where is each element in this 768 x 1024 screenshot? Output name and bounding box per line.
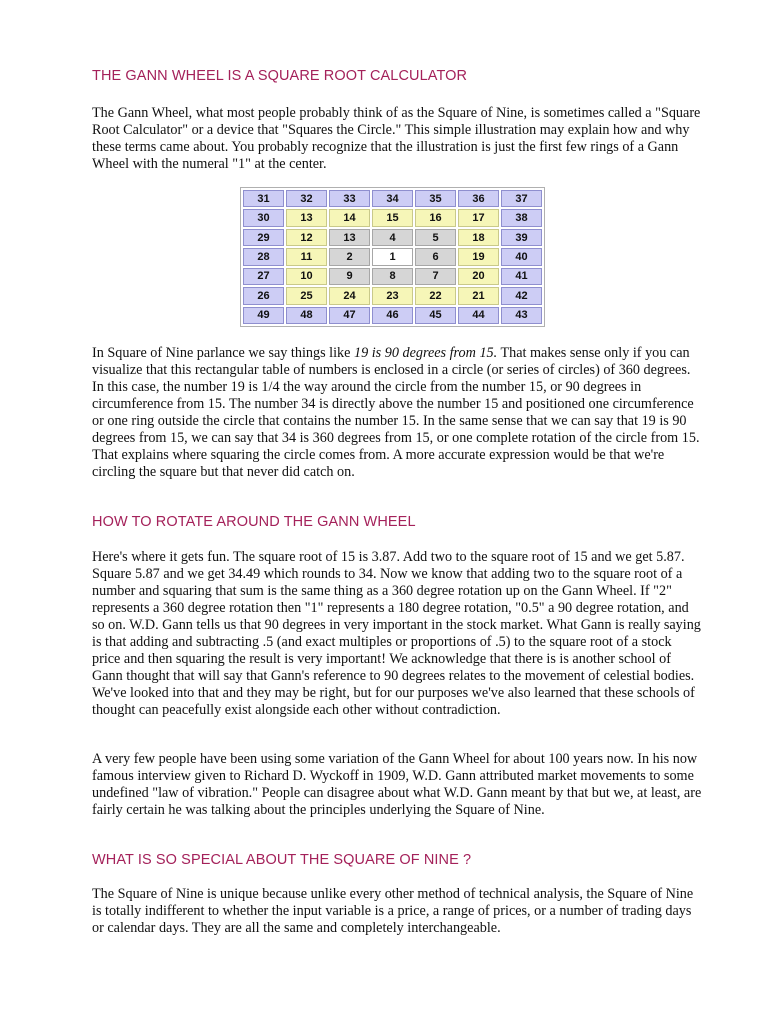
- parlance-text-start: In Square of Nine parlance we say things like: [92, 345, 354, 361]
- table-cell: 36: [458, 190, 499, 207]
- table-cell: 11: [286, 248, 327, 265]
- table-cell: 32: [286, 190, 327, 207]
- table-cell: 2: [329, 248, 370, 265]
- table-cell: 37: [501, 190, 542, 207]
- table-cell: 40: [501, 248, 542, 265]
- table-cell: 43: [501, 307, 542, 324]
- table-cell: 20: [458, 268, 499, 285]
- section-heading-special: WHAT IS SO SPECIAL ABOUT THE SQUARE OF NINE ?: [92, 852, 472, 868]
- table-cell: 42: [501, 287, 542, 304]
- table-cell: 21: [458, 287, 499, 304]
- parlance-text-rest: That makes sense only if you can visualize that this rectangular table of numbers is enclosed in a circle (or series of circles) of 360 degrees. In this case, the number 19 is 1/4 the way around the circle from the number 15, or 90 degrees in circumference from 15. The number 34 is directly above the number 15 and positioned one circumference or one ring outside the circle that contains the number 15. In the same sense that we can say that 19 is 90 degrees from 15, we can say that 34 is 360 degrees from 15, or one complete rotation of the circle from 15. That explains where squaring the circle comes from. A more accurate expression would be that we're circling the square but that never did catch on.: [92, 345, 700, 480]
- table-cell: 13: [286, 209, 327, 226]
- table-cell: 1: [372, 248, 413, 265]
- table-cell: 49: [243, 307, 284, 324]
- table-cell: 35: [415, 190, 456, 207]
- table-cell: 47: [329, 307, 370, 324]
- table-cell: 8: [372, 268, 413, 285]
- special-paragraph: The Square of Nine is unique because unlike every other method of technical analysis, the Square of Nine is totally indifferent to whether the input variable is a price, a range of prices, or a number of trading days or calendar days. They are all the same and completely interchangeable.: [92, 886, 694, 936]
- table-cell: 22: [415, 287, 456, 304]
- table-cell: 19: [458, 248, 499, 265]
- table-cell: 48: [286, 307, 327, 324]
- parlance-italic-example: 19 is 90 degrees from 15.: [354, 345, 498, 361]
- table-cell: 30: [243, 209, 284, 226]
- table-cell: 26: [243, 287, 284, 304]
- table-cell: 18: [458, 229, 499, 246]
- table-cell: 4: [372, 229, 413, 246]
- table-cell: 45: [415, 307, 456, 324]
- table-cell: 24: [329, 287, 370, 304]
- gann-wheel-table: [240, 187, 545, 327]
- table-cell: 28: [243, 248, 284, 265]
- table-cell: 12: [286, 229, 327, 246]
- table-cell: 46: [372, 307, 413, 324]
- table-cell: 7: [415, 268, 456, 285]
- table-cell: 44: [458, 307, 499, 324]
- table-cell: 13: [329, 229, 370, 246]
- table-cell: 14: [329, 209, 370, 226]
- table-cell: 39: [501, 229, 542, 246]
- table-cell: 31: [243, 190, 284, 207]
- table-cell: 34: [372, 190, 413, 207]
- intro-paragraph: The Gann Wheel, what most people probably think of as the Square of Nine, is sometimes called a "Square Root Calculator" or a device that "Squares the Circle." This simple illustration may explain how and why these terms came about. You probably recognize that the illustration is just the first few rings of a Gann Wheel with the numeral "1" at the center.: [92, 105, 701, 172]
- table-cell: 17: [458, 209, 499, 226]
- table-cell: 27: [243, 268, 284, 285]
- table-cell: 25: [286, 287, 327, 304]
- table-cell: 5: [415, 229, 456, 246]
- table-cell: 16: [415, 209, 456, 226]
- section-heading-gann-wheel: THE GANN WHEEL IS A SQUARE ROOT CALCULATOR: [92, 68, 468, 84]
- table-cell: 9: [329, 268, 370, 285]
- table-cell: 33: [329, 190, 370, 207]
- history-paragraph: A very few people have been using some variation of the Gann Wheel for about 100 years now. In his now famous interview given to Richard D. Wyckoff in 1909, W.D. Gann attributed market movements to some undefined "law of vibration." People can disagree about what W.D. Gann meant by that but we, at least, are fairly certain he was talking about the principles underlying the Square of Nine.: [92, 751, 702, 818]
- table-cell: 38: [501, 209, 542, 226]
- rotate-paragraph: Here's where it gets fun. The square root of 15 is 3.87. Add two to the square root of 15 and we get 5.87. Square 5.87 and we get 34.49 which rounds to 34. Now we know that adding two to the square root of a number and squaring that sum is the same thing as a 360 degree rotation up on the Gann Wheel. If "2" represents a 360 degree rotation then "1" represents a 180 degree rotation, "0.5" a 90 degree rotation, and so on. W.D. Gann tells us that 90 degrees in very important in the stock market. What Gann is really saying is that adding and subtracting .5 (and exact multiples or proportions of .5) to the square root of a stock price and then squaring the result is very important! We acknowledge that there is is another school of Gann thought that will say that Gann's reference to 90 degrees relates to the movement of celestial bodies. We've looked into that and they may be right, but for our purposes we've also learned that these schools of thought can peacefully exist alongside each other without contradiction.: [92, 549, 701, 718]
- table-cell: 15: [372, 209, 413, 226]
- table-cell: 6: [415, 248, 456, 265]
- table-cell: 41: [501, 268, 542, 285]
- table-cell: 23: [372, 287, 413, 304]
- parlance-paragraph: [92, 345, 702, 481]
- table-cell: 29: [243, 229, 284, 246]
- table-cell: 10: [286, 268, 327, 285]
- section-heading-rotate: HOW TO ROTATE AROUND THE GANN WHEEL: [92, 514, 416, 530]
